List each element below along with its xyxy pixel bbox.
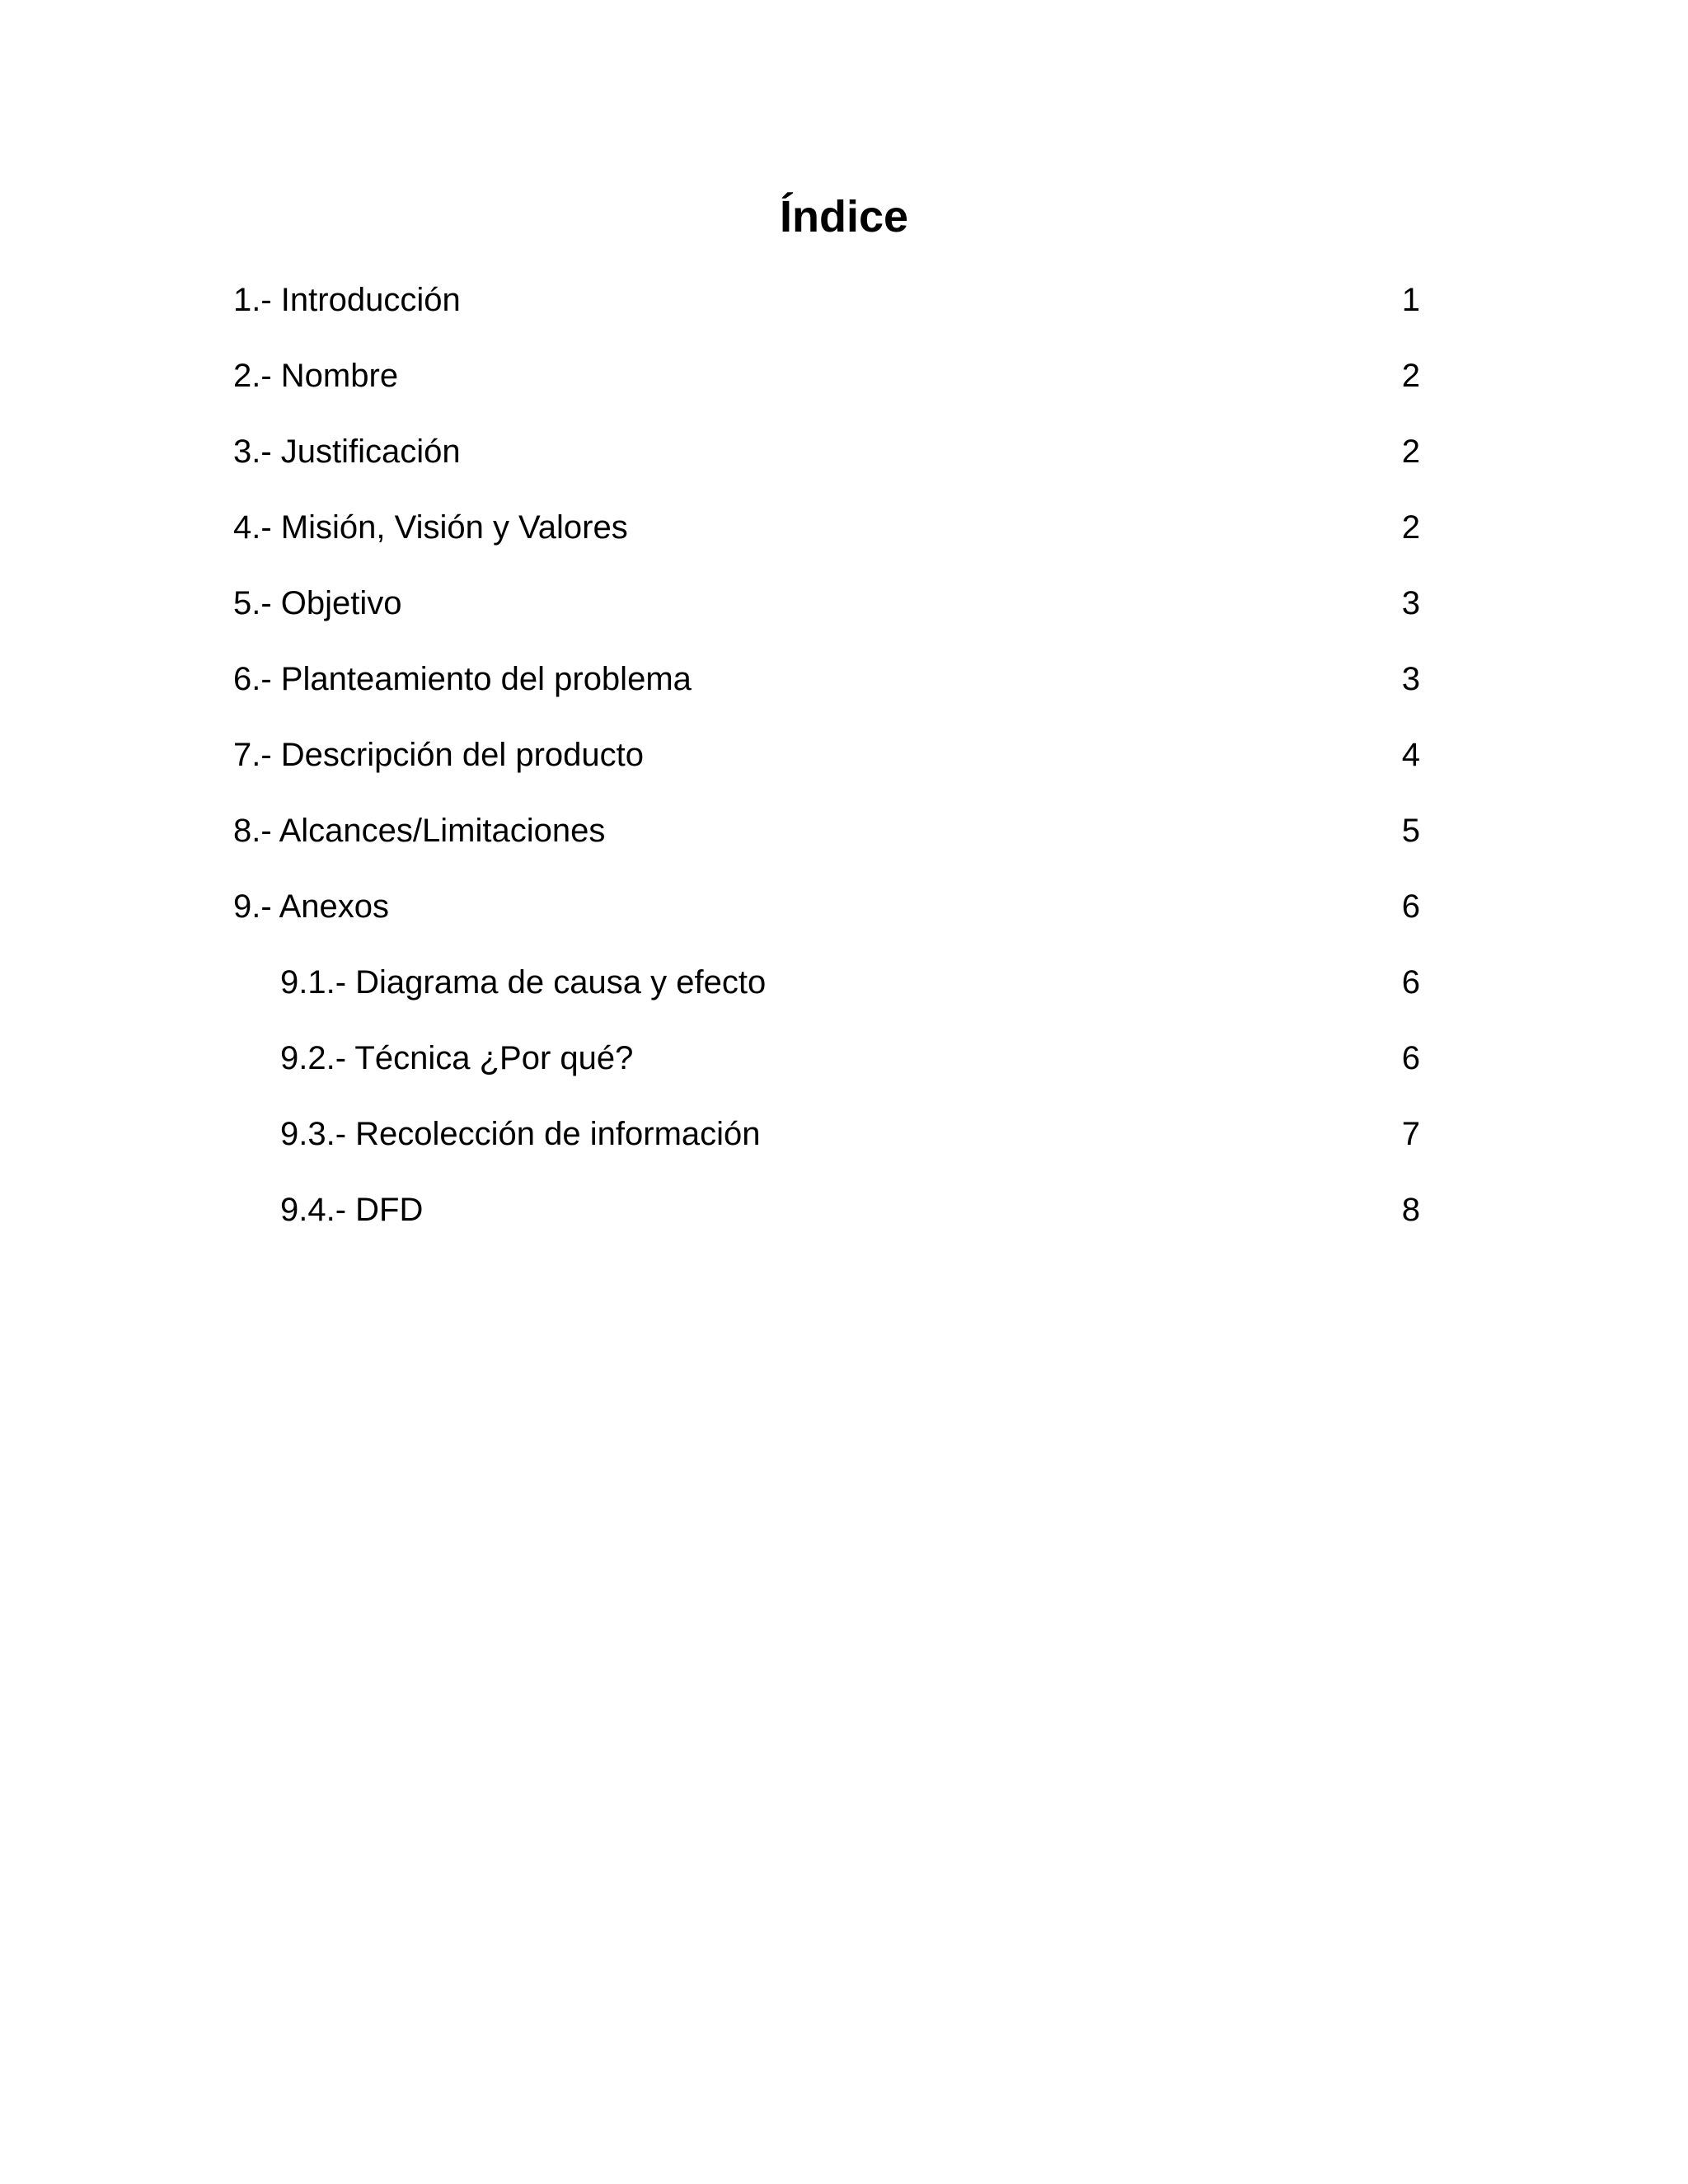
toc-entry-page-number: 3 [1401, 585, 1420, 621]
toc-entry-descripcion-del-producto[interactable] [233, 727, 1420, 803]
toc-entry-label: 9.4.- DFD [280, 1192, 424, 1228]
toc-entry-label: 3.- Justificación [233, 434, 461, 470]
toc-entry-page-number: 2 [1401, 434, 1420, 470]
toc-subentry-dfd[interactable] [233, 1182, 1420, 1258]
page-title: Índice [779, 192, 909, 241]
toc-entry-page-number: 8 [1401, 1192, 1420, 1228]
toc-entry-label: 9.- Anexos [233, 888, 390, 925]
toc-entry-anexos[interactable] [233, 879, 1420, 954]
toc-entry-page-number: 6 [1401, 1040, 1420, 1076]
toc-entry-page-number: 7 [1401, 1116, 1420, 1152]
toc-entry-label: 2.- Nombre [233, 358, 399, 394]
toc-entry-page-number: 5 [1401, 813, 1420, 849]
toc-entry-justificacion[interactable] [233, 424, 1420, 499]
toc-entry-page-number: 6 [1401, 964, 1420, 1001]
toc-entry-objetivo[interactable] [233, 575, 1420, 651]
toc-subentry-diagrama-causa-efecto[interactable] [233, 954, 1420, 1030]
toc-entry-label: 9.1.- Diagrama de causa y efecto [280, 964, 767, 1001]
toc-entry-page-number: 2 [1401, 509, 1420, 546]
toc-entry-page-number: 1 [1401, 282, 1420, 318]
toc-entry-label: 4.- Misión, Visión y Valores [233, 509, 628, 546]
toc-entry-alcances-limitaciones[interactable] [233, 803, 1420, 879]
toc-entry-label: 5.- Objetivo [233, 585, 402, 621]
toc-entry-mision-vision-valores[interactable] [233, 499, 1420, 575]
toc-entry-introduccion[interactable] [233, 272, 1420, 348]
toc-entry-label: 9.2.- Técnica ¿Por qué? [280, 1040, 634, 1076]
table-of-contents [233, 272, 1420, 1258]
toc-entry-nombre[interactable] [233, 348, 1420, 424]
toc-entry-page-number: 3 [1401, 661, 1420, 697]
toc-subentry-recoleccion-informacion[interactable] [233, 1106, 1420, 1182]
toc-entry-label: 6.- Planteamiento del problema [233, 661, 692, 697]
toc-entry-page-number: 2 [1401, 358, 1420, 394]
toc-entry-label: 8.- Alcances/Limitaciones [233, 813, 606, 849]
toc-entry-page-number: 6 [1401, 888, 1420, 925]
toc-entry-label: 7.- Descripción del producto [233, 737, 645, 773]
toc-entry-planteamiento-del-problema[interactable] [233, 651, 1420, 727]
toc-entry-label: 9.3.- Recolección de información [280, 1116, 761, 1152]
toc-entry-label: 1.- Introducción [233, 282, 461, 318]
toc-entry-page-number: 4 [1401, 737, 1420, 773]
toc-subentry-tecnica-por-que[interactable] [233, 1030, 1420, 1106]
